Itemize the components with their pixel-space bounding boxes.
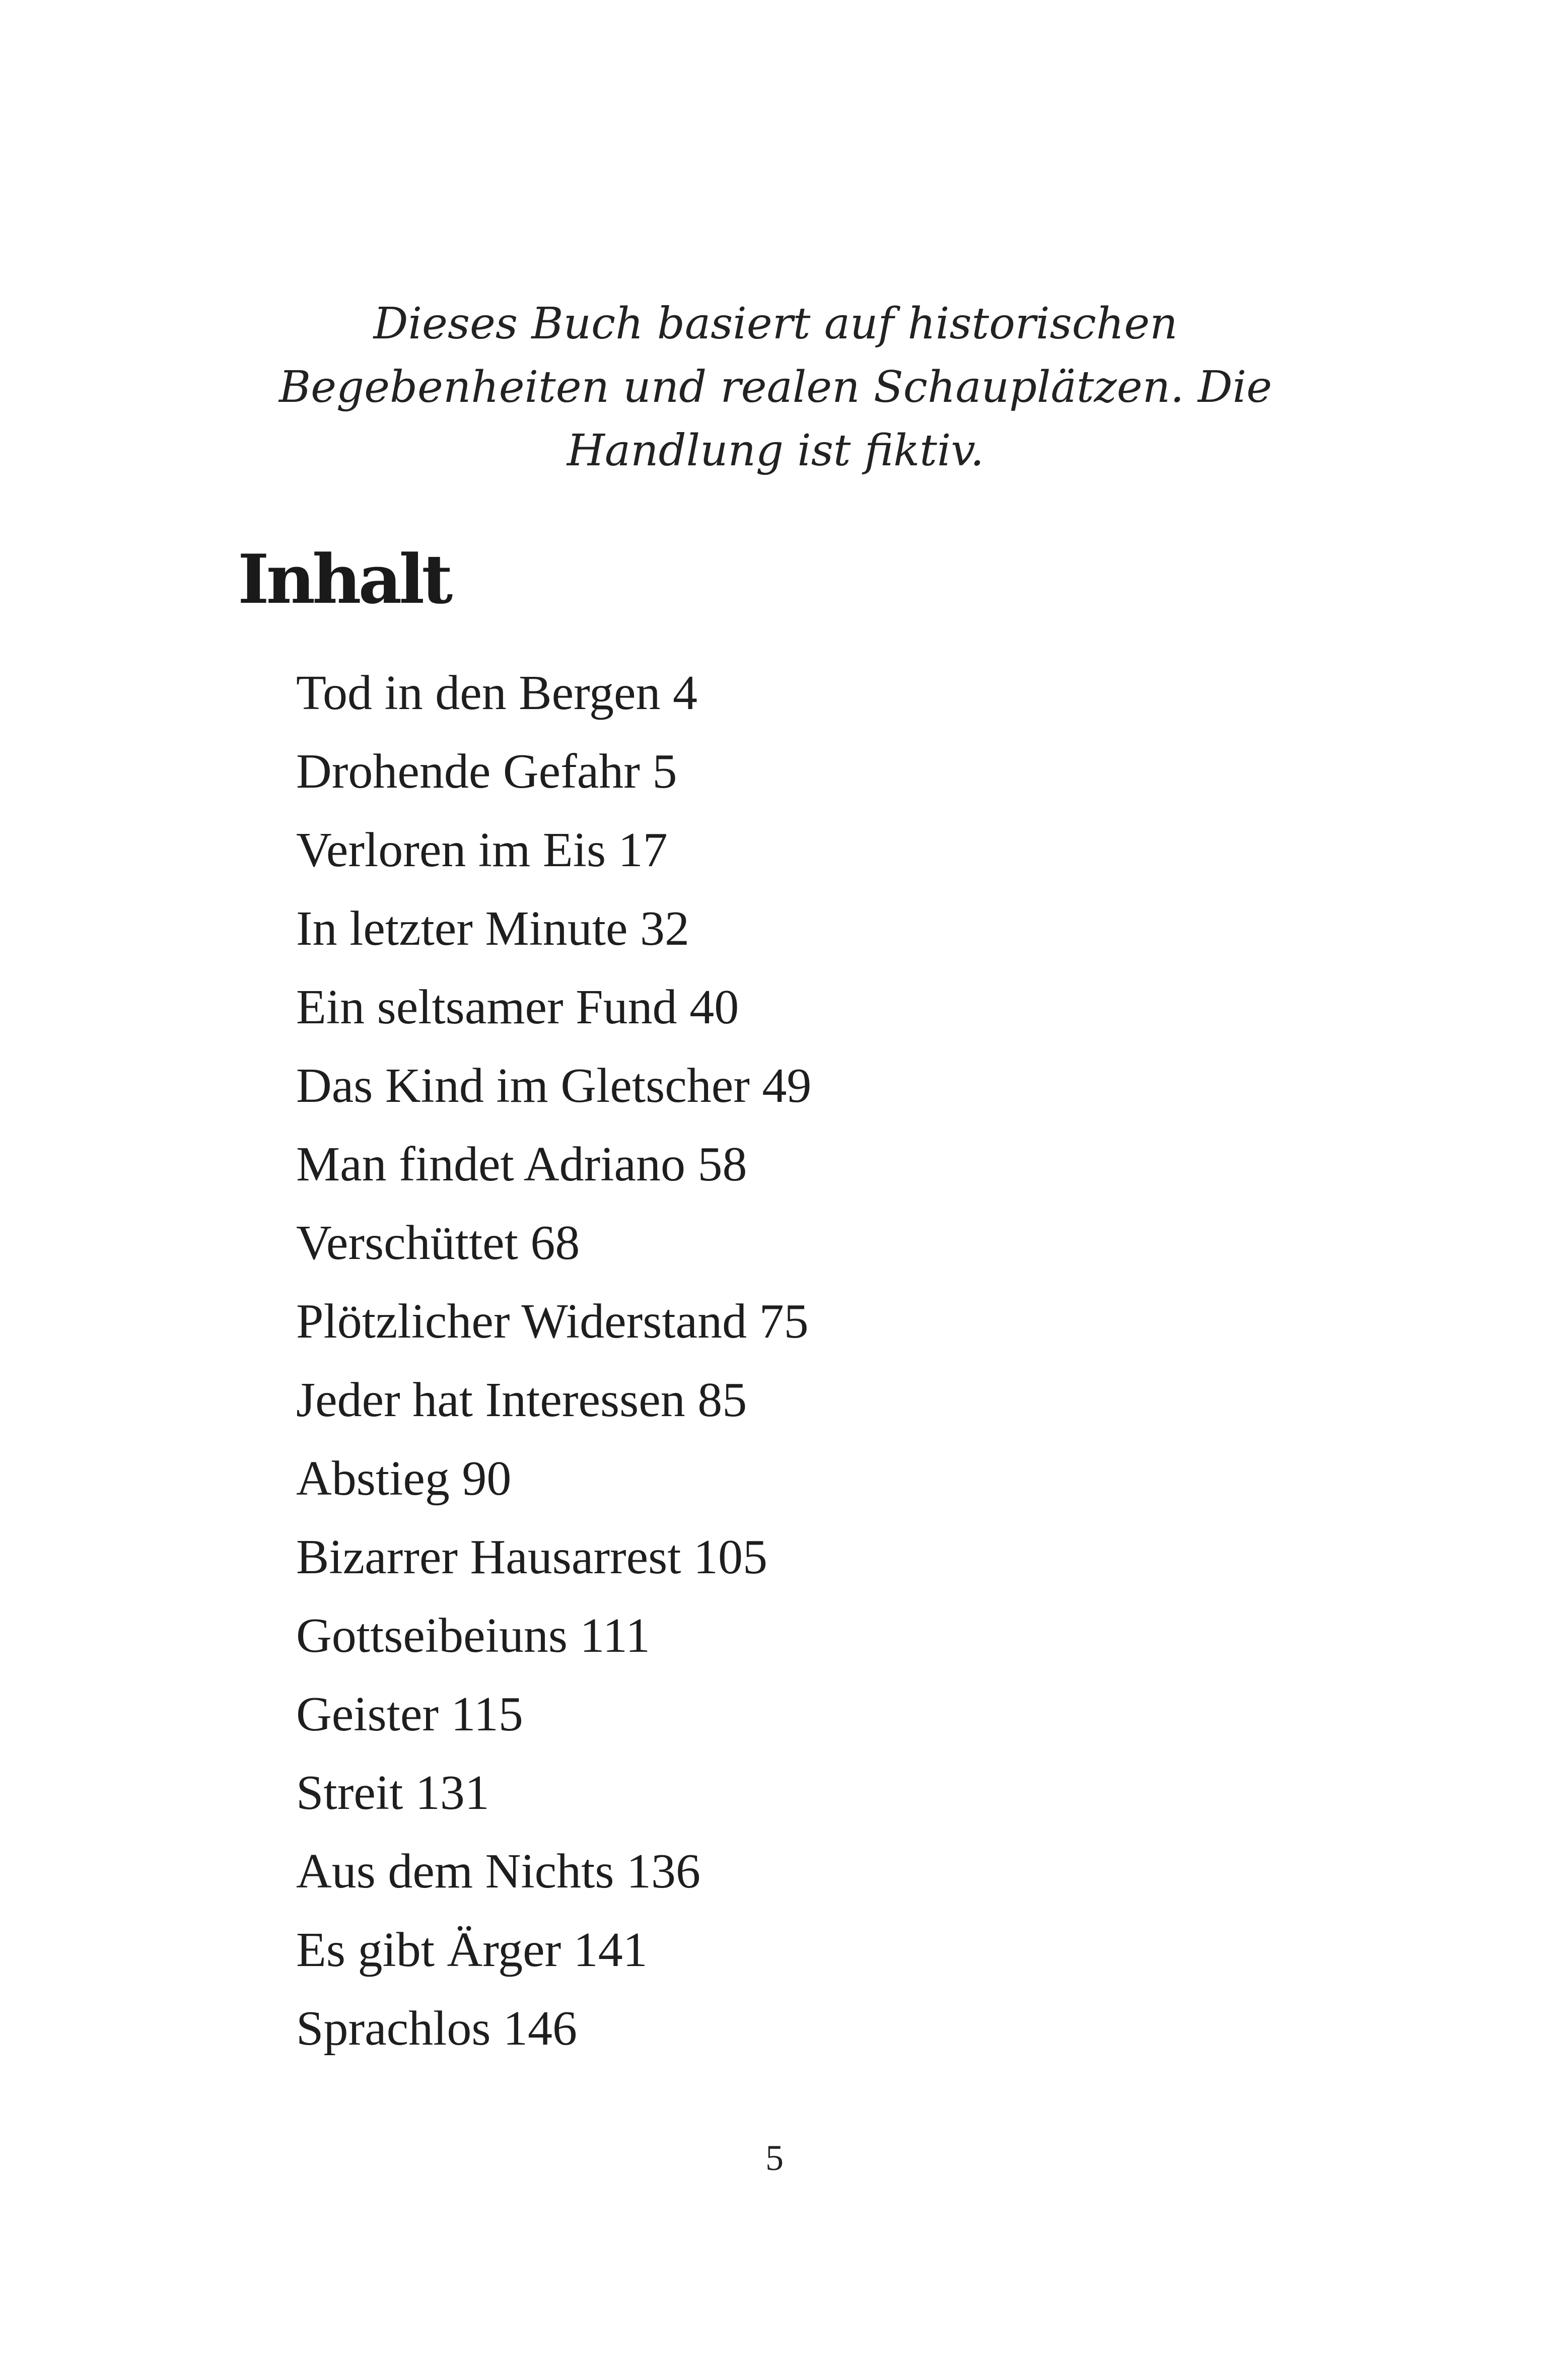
- toc-entry: [296, 968, 811, 1046]
- toc-entry: [296, 1754, 811, 1832]
- toc-entry-page: 68: [530, 1216, 580, 1270]
- disclaimer-line: Dieses Buch basiert auf historischen: [373, 299, 1178, 349]
- toc-entry: [296, 1518, 811, 1596]
- toc-entry-title: Verloren im Eis: [296, 823, 606, 877]
- toc-entry-title: Es gibt Ärger: [296, 1923, 561, 1977]
- toc-entry: [296, 1911, 811, 1989]
- toc-entry-page: 75: [759, 1294, 809, 1349]
- toc-entry: [296, 1675, 811, 1754]
- toc-entry-page: 146: [503, 2001, 577, 2056]
- disclaimer-paragraph: [272, 292, 1279, 482]
- toc-entry: [296, 811, 811, 889]
- toc-entry-page: 136: [626, 1844, 700, 1899]
- toc-entry: [296, 1989, 811, 2068]
- toc-entry-page: 17: [618, 823, 668, 877]
- toc-entry: [296, 1596, 811, 1675]
- page-number: 5: [765, 2138, 784, 2178]
- toc-entry: [296, 1046, 811, 1125]
- toc-entry-page: 90: [462, 1451, 512, 1506]
- toc-entry-page: 4: [672, 666, 697, 720]
- toc-entry-title: Bizarrer Hausarrest: [296, 1530, 681, 1584]
- table-of-contents: [296, 654, 811, 2068]
- toc-entry-title: Sprachlos: [296, 2001, 491, 2056]
- toc-entry-title: Geister: [296, 1687, 439, 1741]
- toc-entry-title: Man findet Adriano: [296, 1137, 685, 1192]
- toc-entry-title: Aus dem Nichts: [296, 1844, 614, 1899]
- contents-heading: Inhalt: [238, 539, 450, 619]
- toc-entry-page: 58: [697, 1137, 747, 1192]
- disclaimer-line: Handlung ist fiktiv.: [567, 426, 984, 476]
- toc-entry-title: Ein seltsamer Fund: [296, 980, 677, 1034]
- toc-entry: [296, 1282, 811, 1361]
- toc-entry-title: Verschüttet: [296, 1216, 518, 1270]
- toc-entry-title: Das Kind im Gletscher: [296, 1059, 750, 1113]
- toc-entry-page: 105: [693, 1530, 768, 1584]
- toc-entry-page: 85: [697, 1373, 747, 1427]
- toc-entry: [296, 1832, 811, 1911]
- toc-entry: [296, 1361, 811, 1439]
- toc-entry-title: Jeder hat Interessen: [296, 1373, 685, 1427]
- toc-entry-page: 115: [451, 1687, 523, 1741]
- toc-entry-title: Tod in den Bergen: [296, 666, 661, 720]
- toc-entry-page: 49: [762, 1059, 812, 1113]
- toc-entry-title: Drohende Gefahr: [296, 744, 640, 799]
- toc-entry-title: Streit: [296, 1766, 403, 1820]
- toc-entry: [296, 732, 811, 811]
- toc-entry: [296, 1204, 811, 1282]
- toc-entry-page: 141: [573, 1923, 648, 1977]
- toc-entry: [296, 654, 811, 732]
- toc-entry-title: Gottseibeiuns: [296, 1608, 568, 1663]
- toc-entry-title: In letzter Minute: [296, 901, 628, 956]
- toc-entry-page: 111: [580, 1608, 651, 1663]
- toc-entry: [296, 1439, 811, 1518]
- toc-entry: [296, 1125, 811, 1204]
- toc-entry-title: Abstieg: [296, 1451, 450, 1506]
- toc-entry-page: 32: [640, 901, 690, 956]
- toc-entry-page: 40: [689, 980, 739, 1034]
- toc-entry-title: Plötzlicher Widerstand: [296, 1294, 747, 1349]
- toc-entry-page: 131: [415, 1766, 489, 1820]
- disclaimer-line: Begebenheiten und realen Schauplätzen. Die: [278, 362, 1273, 412]
- toc-entry: [296, 889, 811, 968]
- toc-entry-page: 5: [652, 744, 677, 799]
